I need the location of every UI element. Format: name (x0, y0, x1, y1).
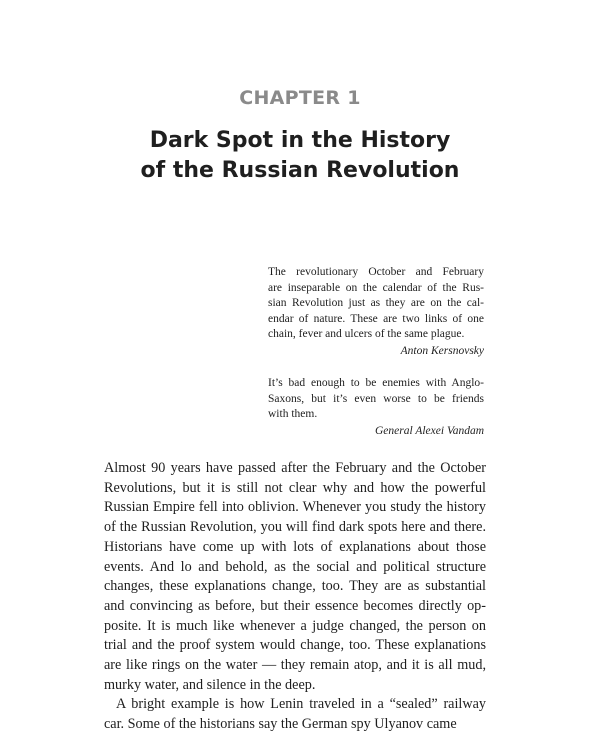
body-line: of the Russian Revolution, you will find dark spots here and there. (104, 519, 486, 536)
body-line: changes, these explanations change, too. They are as substantial (104, 578, 486, 595)
chapter-label: CHAPTER 1 (239, 87, 361, 109)
epigraph-line: The revolutionary October and February (268, 266, 484, 278)
chapter-title-line: of the Russian Revolution (140, 158, 460, 183)
body-line: Russian Empire fell into oblivion. Whenever you study the history (104, 499, 486, 516)
body-line: Revolutions, but it is still not clear why and how the powerful (104, 479, 486, 496)
epigraph-line: It’s bad enough to be enemies with Anglo- (268, 377, 484, 389)
epigraph-line: Saxons, but it’s even worse to be friends (268, 392, 484, 405)
epigraph-line: with them. (268, 408, 318, 420)
body-line: murky water, and silence in the deep. (104, 676, 316, 693)
epigraph-author: General Alexei Vandam (374, 424, 484, 437)
body-line: Almost 90 years have passed after the February and the October (104, 460, 486, 476)
body-line: events. And lo and behold, as the social and political structure (104, 558, 486, 575)
body-text (104, 459, 486, 735)
body-line: trial and the proof system would change, too. These explanations (104, 637, 486, 654)
body-line: are like rings on the water — they remain atop, and it is all mud, (104, 657, 486, 674)
chapter-title (0, 126, 600, 186)
epigraph-vandam (268, 376, 484, 439)
epigraph-author: Anton Kersnovsky (400, 344, 484, 357)
body-line: posite. It is much like whenever a judge changed, the person on (104, 617, 486, 634)
body-line: car. Some of the historians say the German spy Ulyanov came (104, 716, 457, 733)
epigraph-line: endar of nature. These are two links of one (268, 312, 484, 325)
body-line: Historians have come up with lots of explanations about those (104, 538, 486, 555)
body-line: A bright example is how Lenin traveled in a “sealed” railway (116, 696, 486, 713)
epigraph-kersnovsky (268, 265, 484, 359)
epigraph-line: are inseparable on the calendar of the Rus- (268, 281, 484, 294)
epigraph-line: sian Revolution just as they are on the cal- (268, 297, 484, 309)
chapter-title-line: Dark Spot in the History (149, 128, 451, 153)
body-line: and convincing as before, but their essence becomes directly op- (104, 597, 486, 614)
epigraph-line: chain, fever and ulcers of the same plague. (268, 328, 465, 340)
